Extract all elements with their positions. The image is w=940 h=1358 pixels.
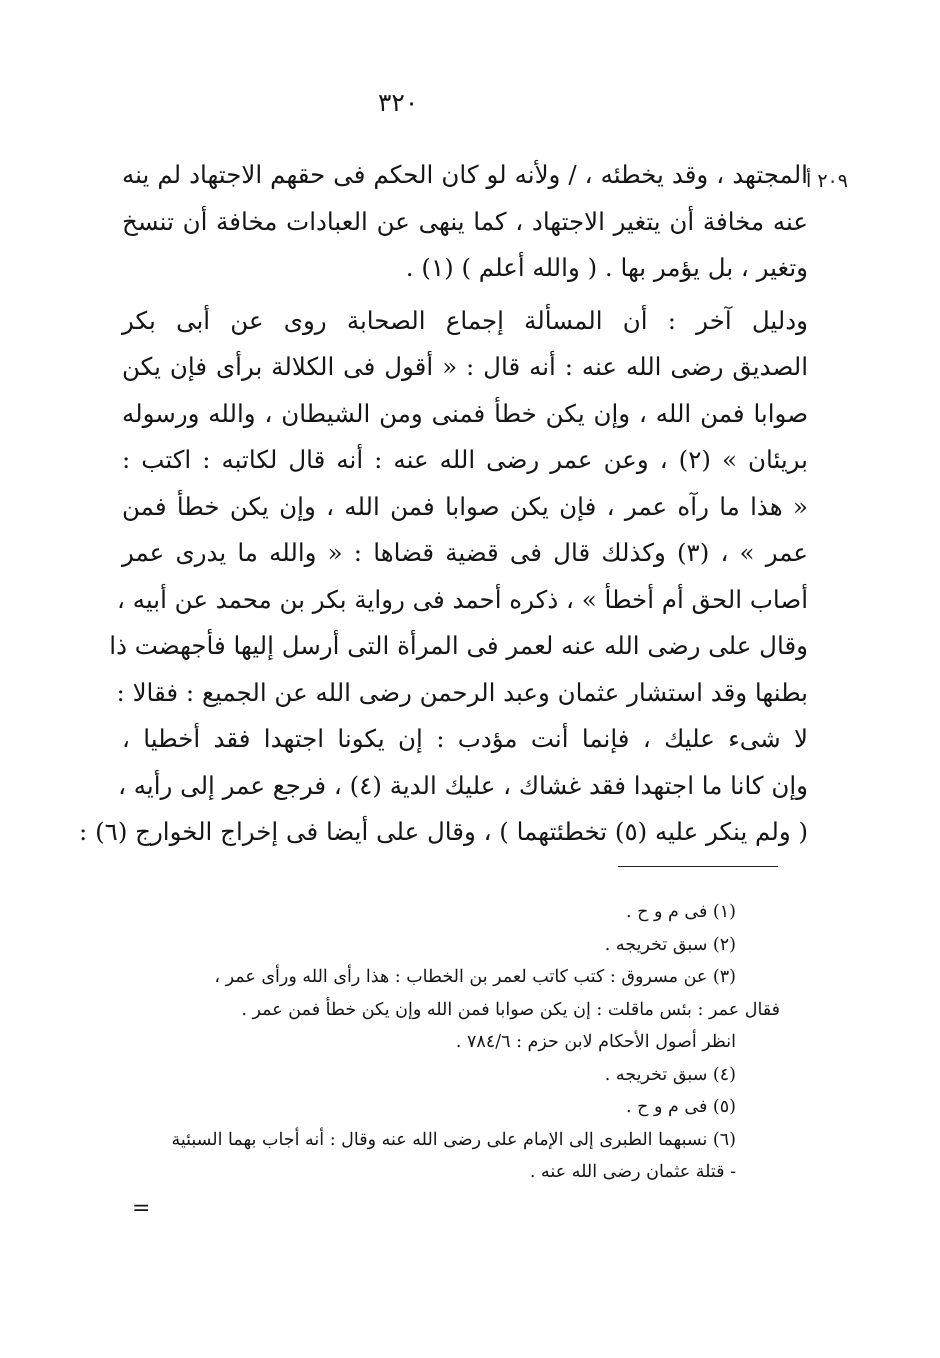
footnote-line: (٢) سبق تخريجه . xyxy=(604,934,736,955)
footnote-separator xyxy=(618,866,778,867)
footnotes-block xyxy=(124,896,780,1189)
footnote-line: (٦) نسبهما الطبرى إلى الإمام على رضى الله عنه وقال : أنه أجاب بهما السبئية xyxy=(171,1129,736,1150)
body-line: ودليل آخر : أن المسألة إجماع الصحابة روى عن أبى بكر xyxy=(122,305,808,335)
body-line: لا شىء عليك ، فإنما أنت مؤدب : إن يكونا اجتهدا فقد أخطيا ، xyxy=(122,724,808,753)
body-line: « هذا ما رآه عمر ، فإن يكن صوابا فمن الله ، وإن يكن خطأ فمن xyxy=(122,491,808,521)
footnote-line: فقال عمر : بئس ماقلت : إن يكن صوابا فمن الله وإن يكن خطأ فمن عمر . xyxy=(241,999,780,1020)
body-line: وإن كانا ما اجتهدا فقد غشاك ، عليك الدية (٤) ، فرجع عمر إلى رأيه ، xyxy=(118,770,808,800)
body-line: وتغير ، بل يؤمر بها . ( والله أعلم ) (١) . xyxy=(405,253,808,282)
body-line: عنه مخافة أن يتغير الاجتهاد ، كما ينهى عن العبادات مخافة أن تنسخ xyxy=(122,206,808,236)
body-line: المجتهد ، وقد يخطئه ، / ولأنه لو كان الحكم فى حقهم الاجتهاد لم ينه xyxy=(122,160,808,189)
footnote-line: - قتلة عثمان رضى الله عنه . xyxy=(529,1162,736,1182)
footnote-line: (١) فى م و ح . xyxy=(626,902,736,922)
footnote-line: انظر أصول الأحكام لابن حزم : ٧٨٤/٦ . xyxy=(455,1032,736,1052)
footnote-line: (٤) سبق تخريجه . xyxy=(604,1064,736,1085)
main-text-block xyxy=(79,152,809,856)
body-line: بطنها وقد استشار عثمان وعبد الرحمن رضى الله عن الجميع : فقالا : xyxy=(116,677,808,707)
manuscript-folio-reference: ٢٠٩ أ xyxy=(806,170,848,192)
footnote-line: (٣) عن مسروق : كتب كاتب لعمر بن الخطاب : هذا رأى الله ورأى عمر ، xyxy=(214,967,736,987)
body-line: أصاب الحق أم أخطأ » ، ذكره أحمد فى رواية بكر بن محمد عن أبيه ، xyxy=(117,584,808,614)
body-line: ( ولم ينكر عليه (٥) تخطئتهما ) ، وقال على أيضا فى إخراج الخوارج (٦) : xyxy=(79,817,808,846)
continuation-mark: = xyxy=(132,1196,151,1221)
body-line: عمر » ، (٣) وكذلك قال فى قضية قضاها : « والله ما يدرى عمر xyxy=(122,538,809,567)
body-line: بريئان » (٢) ، وعن عمر رضى الله عنه : أنه قال لكاتبه : اكتب : xyxy=(122,445,808,474)
body-line: الصديق رضى الله عنه : أنه قال : « أقول فى الكلالة برأى فإن يكن xyxy=(122,352,808,381)
body-line: صوابا فمن الله ، وإن يكن خطأ فمنى ومن الشيطان ، والله ورسوله xyxy=(122,398,808,428)
body-line: وقال على رضى الله عنه لعمر فى المرأة التى أرسل إليها فأجهضت ذا xyxy=(109,631,808,660)
page-number: ٣٢٠ xyxy=(378,88,419,117)
footnote-line: (٥) فى م و ح . xyxy=(626,1097,736,1117)
